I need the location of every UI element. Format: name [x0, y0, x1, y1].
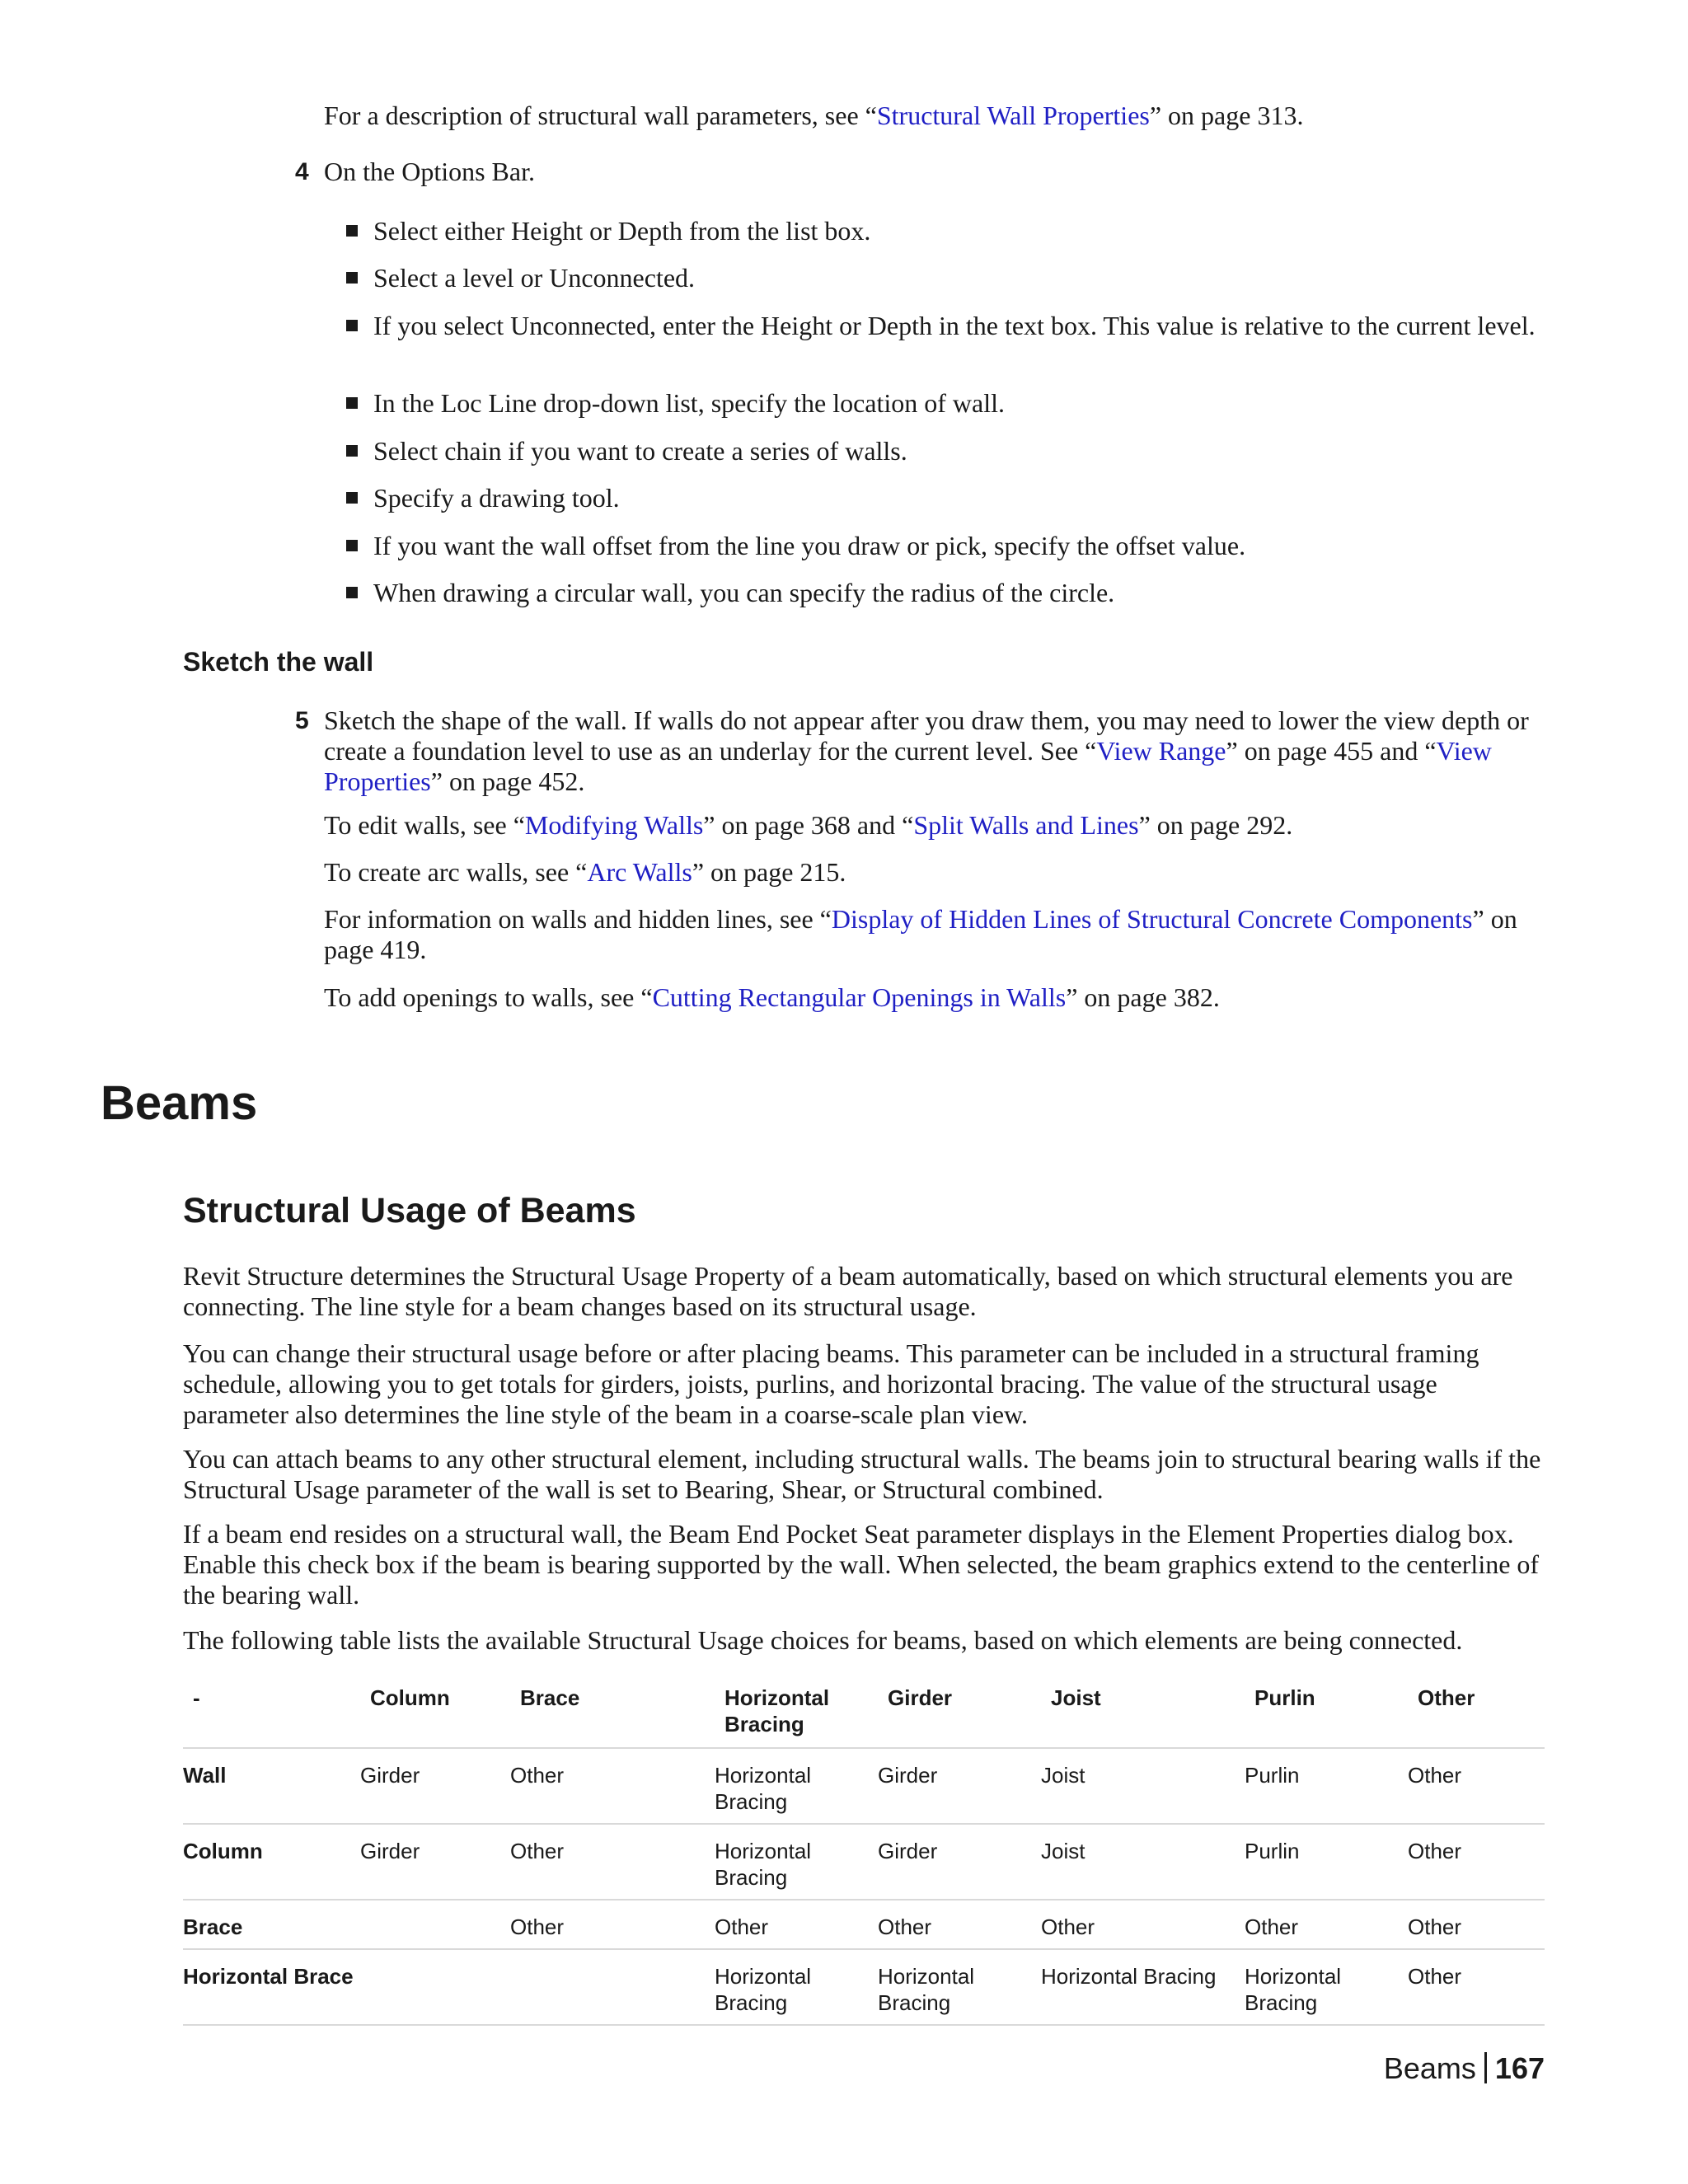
- link-view-properties[interactable]: View Properties: [324, 736, 1492, 796]
- link-arc-walls[interactable]: Arc Walls: [587, 857, 692, 887]
- table-cell: Joist: [1041, 1748, 1245, 1824]
- step-5-number: 5: [295, 707, 309, 734]
- link-structural-wall-properties[interactable]: Structural Wall Properties: [876, 101, 1150, 130]
- beams-paragraph-5: The following table lists the available Structural Usage choices for beams, based on which elements are being connected.: [183, 1625, 1463, 1655]
- structural-usage-table: [183, 1680, 1545, 2026]
- link-display-hidden-lines[interactable]: Display of Hidden Lines of Structural Concrete Components: [831, 904, 1473, 934]
- beams-paragraph-4: If a beam end resides on a structural wall, the Beam End Pocket Seat parameter displays in the Element Properties dialog box. Enable this check box if the beam is bearing supported by the wall. When selected, the beam graphics extend to the centerline of the bearing wall.: [183, 1519, 1540, 1610]
- table-row: [183, 1949, 1545, 2025]
- bullet-text: When drawing a circular wall, you can specify the radius of the circle.: [373, 578, 1115, 607]
- column-header: Girder: [888, 1685, 953, 1710]
- openings-paragraph: [324, 982, 1544, 1013]
- table-row: [183, 1748, 1545, 1824]
- table-cell: Horizontal Bracing: [1245, 1949, 1408, 2025]
- step-5-text-mid: ” on page 455 and “: [1226, 736, 1437, 766]
- table-cell: Horizontal Bracing: [715, 1748, 878, 1824]
- arc-text-pre: To create arc walls, see “: [324, 857, 588, 887]
- link-cutting-rectangular-openings[interactable]: Cutting Rectangular Openings in Walls: [652, 982, 1067, 1012]
- edit-walls-paragraph: [324, 810, 1544, 841]
- link-view-range[interactable]: View Range: [1096, 736, 1226, 766]
- table-cell: Other: [510, 1824, 715, 1900]
- table-cell: Other: [1245, 1900, 1408, 1949]
- footer-divider: [1484, 2052, 1487, 2083]
- link-split-walls-and-lines[interactable]: Split Walls and Lines: [913, 810, 1139, 840]
- table-cell: Other: [510, 1900, 715, 1949]
- sketch-heading: Sketch the wall: [183, 647, 374, 677]
- table-cell: Horizontal Bracing: [715, 1824, 878, 1900]
- intro-text-post: ” on page 313.: [1149, 101, 1304, 130]
- table-cell: Girder: [878, 1748, 1041, 1824]
- column-header: Column: [370, 1685, 450, 1710]
- column-header: Horizontal Bracing: [724, 1685, 830, 1736]
- bullet-icon: [346, 320, 358, 331]
- intro-text-pre: For a description of structural wall parameters, see “: [324, 101, 877, 130]
- row-header: Brace: [183, 1900, 360, 1949]
- open-text-pre: To add openings to walls, see “: [324, 982, 653, 1012]
- table-cell: Horizontal Bracing: [878, 1949, 1041, 2025]
- row-header: Horizontal Brace: [183, 1949, 360, 2025]
- bullet-text: Select chain if you want to create a series of walls.: [373, 436, 907, 466]
- table-cell: Horizontal Bracing: [715, 1949, 878, 2025]
- table-cell: Other: [1408, 1748, 1545, 1824]
- table-cell: Girder: [878, 1824, 1041, 1900]
- table-cell: Other: [878, 1900, 1041, 1949]
- bullet-icon: [346, 492, 358, 504]
- table-cell: [360, 1949, 510, 2025]
- table-cell: Girder: [360, 1748, 510, 1824]
- table-cell: Purlin: [1245, 1748, 1408, 1824]
- bullet-icon: [346, 397, 358, 409]
- hidden-lines-paragraph: [324, 904, 1550, 965]
- table-row: [183, 1824, 1545, 1900]
- bullet-text: Select either Height or Depth from the list box.: [373, 216, 871, 246]
- column-header: Other: [1418, 1685, 1475, 1710]
- bullet-text: Specify a drawing tool.: [373, 483, 620, 513]
- hidden-text-post: ” on page 419.: [324, 904, 1517, 964]
- bullet-icon: [346, 540, 358, 551]
- column-header: Brace: [520, 1685, 580, 1710]
- arc-walls-paragraph: [324, 857, 1544, 888]
- footer-section-name: Beams: [1383, 2051, 1476, 2085]
- step-4-number: 4: [295, 158, 309, 185]
- bullet-icon: [346, 225, 358, 237]
- open-text-post: ” on page 382.: [1066, 982, 1220, 1012]
- step-5-text-pre: Sketch the shape of the wall. If walls do not appear after you draw them, you may need to lower the view depth or create a foundation level to use as an underlay for the current level. See “: [324, 705, 1529, 766]
- column-header: Purlin: [1254, 1685, 1315, 1710]
- step-5-text-post: ” on page 452.: [430, 766, 585, 796]
- bullet-text: In the Loc Line drop-down list, specify the location of wall.: [373, 388, 1006, 418]
- table-cell: Other: [1408, 1900, 1545, 1949]
- intro-paragraph: [324, 101, 1544, 131]
- bullet-text: Select a level or Unconnected.: [373, 263, 696, 293]
- table-cell: Horizontal Bracing: [1041, 1949, 1245, 2025]
- bullet-icon: [346, 445, 358, 457]
- table-cell: Other: [1041, 1900, 1245, 1949]
- column-header: -: [193, 1685, 200, 1710]
- edit-text-mid: ” on page 368 and “: [703, 810, 914, 840]
- beams-paragraph-2: You can change their structural usage before or after placing beams. This parameter can be included in a structural framing schedule, allowing you to get totals for girders, joists, purlins, and horizontal bracing. The value of the structural usage parameter also determines the line style of the beam in a coarse-scale plan view.: [183, 1338, 1479, 1429]
- link-modifying-walls[interactable]: Modifying Walls: [524, 810, 704, 840]
- table-cell: Girder: [360, 1824, 510, 1900]
- table-cell: Joist: [1041, 1824, 1245, 1900]
- beams-paragraph-1: Revit Structure determines the Structural Usage Property of a beam automatically, based on which structural elements you are connecting. The line style for a beam changes based on its structural usage.: [183, 1261, 1513, 1321]
- section-title: Beams: [101, 1076, 258, 1130]
- bullet-icon: [346, 587, 358, 598]
- arc-text-post: ” on page 215.: [692, 857, 846, 887]
- bullet-text: If you select Unconnected, enter the Height or Depth in the text box. This value is relative to the current level.: [373, 311, 1536, 340]
- table-cell: Other: [1408, 1949, 1545, 2025]
- table-cell: Other: [715, 1900, 878, 1949]
- bullet-icon: [346, 272, 358, 284]
- table-cell: Purlin: [1245, 1824, 1408, 1900]
- bullet-text: If you want the wall offset from the line you draw or pick, specify the offset value.: [373, 531, 1246, 560]
- row-header: Column: [183, 1824, 360, 1900]
- step-5-text: [324, 705, 1547, 797]
- subsection-title: Structural Usage of Beams: [183, 1191, 636, 1230]
- page-footer: [1384, 2050, 1545, 2087]
- table-row: [183, 1900, 1545, 1949]
- column-header: Joist: [1051, 1685, 1101, 1710]
- page-number: 167: [1494, 2051, 1545, 2085]
- hidden-text-pre: For information on walls and hidden lines, see “: [324, 904, 832, 934]
- table-cell: [510, 1949, 715, 2025]
- table-cell: Other: [510, 1748, 715, 1824]
- edit-text-post: ” on page 292.: [1138, 810, 1293, 840]
- table-cell: Other: [1408, 1824, 1545, 1900]
- step-4-text: On the Options Bar.: [324, 157, 535, 186]
- table-header-row: [183, 1680, 1545, 1748]
- table-cell: [360, 1900, 510, 1949]
- row-header: Wall: [183, 1748, 360, 1824]
- beams-paragraph-3: You can attach beams to any other structural element, including structural walls. The beams join to structural bearing walls if the Structural Usage parameter of the wall is set to Bearing, Shear, or Structural combined.: [183, 1444, 1541, 1504]
- edit-text-pre: To edit walls, see “: [324, 810, 525, 840]
